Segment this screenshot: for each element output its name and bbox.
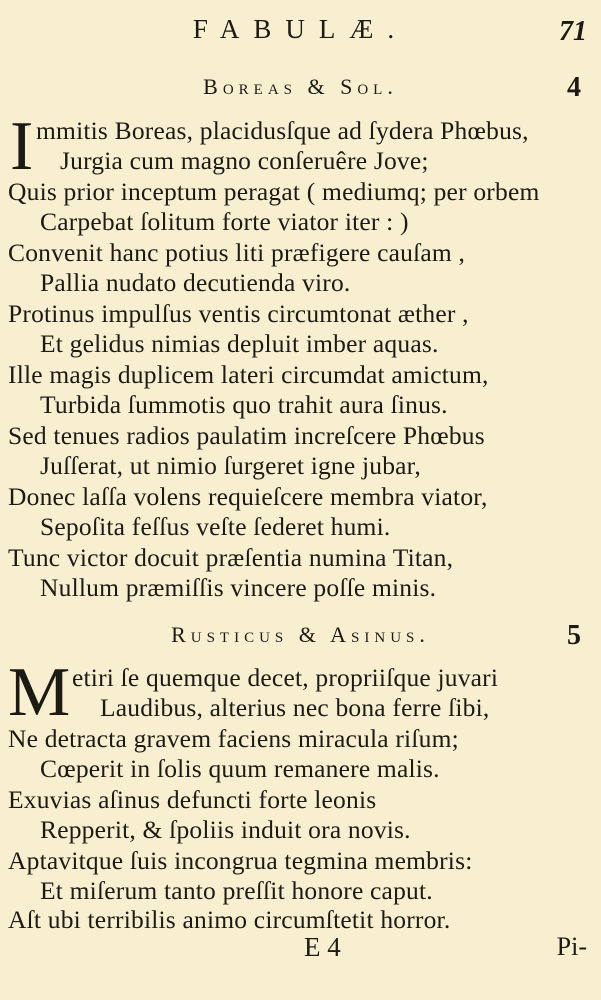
verse-line: Juſſerat, ut nimio ſurgeret igne jubar,: [40, 451, 421, 480]
verse-line: Repperit, & ſpoliis induit ora novis.: [40, 815, 411, 844]
verse-line: Quis prior inceptum peragat ( mediumq; per orbem: [8, 177, 540, 206]
verse-line: Protinus impulſus ventis circumtonat æther ,: [8, 299, 469, 328]
fable-title: Boreas & Sol.: [203, 74, 398, 99]
verse-line: Tunc victor docuit præſentia numina Titan,: [8, 543, 454, 572]
verse-line: Ne detracta gravem faciens miracula riſum;: [8, 724, 459, 753]
verse-line: Carpebat ſolitum forte viator iter : ): [40, 207, 409, 236]
verse-line: Sed tenues radios paulatim increſcere Phœbus: [8, 421, 485, 450]
verse-line: Et miſerum tanto preſſit honore caput.: [40, 876, 433, 905]
verse-line: Pallia nudato decutienda viro.: [40, 268, 351, 297]
drop-capital: M: [8, 654, 71, 731]
verse-line: Laudibus, alterius nec bona ferre ſibi,: [100, 693, 490, 722]
verse-line: Aſt ubi terribilis animo circumſtetit horror.: [8, 905, 451, 934]
verse-line: Cœperit in ſolis quum remanere malis.: [40, 754, 440, 783]
verse-line: Jurgia cum magno conſeruêre Jove;: [60, 146, 429, 175]
drop-capital: I: [10, 108, 34, 185]
fable-number: 5: [567, 620, 581, 651]
verse-line: Convenit hanc potius liti præfigere cauſam ,: [8, 238, 466, 267]
verse-line: Sepoſita feſſus veſte ſederet humi.: [40, 512, 391, 541]
verse-line: Exuvias aſinus defuncti forte leonis: [8, 785, 377, 814]
verse-line: Ille magis duplicem lateri circumdat amictum,: [8, 360, 489, 389]
verse-line: Nullum præmiſſis vincere poſſe minis.: [40, 573, 437, 602]
verse-line: Aptavitque ſuis incongrua tegmina membris:: [8, 846, 473, 875]
signature-mark: E 4: [304, 932, 341, 962]
running-head: [0, 12, 601, 48]
verse-line: etiri ſe quemque decet, propriiſque juvari: [72, 663, 499, 692]
verse-line: Turbida ſummotis quo trahit aura ſinus.: [40, 390, 448, 419]
fable-title: Rusticus & Asinus.: [171, 622, 430, 647]
verse-line: Et gelidus nimias depluit imber aquas.: [40, 329, 439, 358]
verse-line: Donec laſſa volens requieſcere membra viator,: [8, 482, 488, 511]
verse-line: mmitis Boreas, placidusſque ad ſydera Phœbus,: [36, 116, 529, 145]
running-head-title: FABULÆ.: [192, 14, 409, 44]
catchword: Pi-: [556, 932, 587, 961]
page-number: 71: [559, 16, 587, 47]
fable-number: 4: [567, 72, 581, 103]
fable-heading-rusticus: [0, 620, 601, 654]
fable-heading-boreas: [0, 72, 601, 106]
